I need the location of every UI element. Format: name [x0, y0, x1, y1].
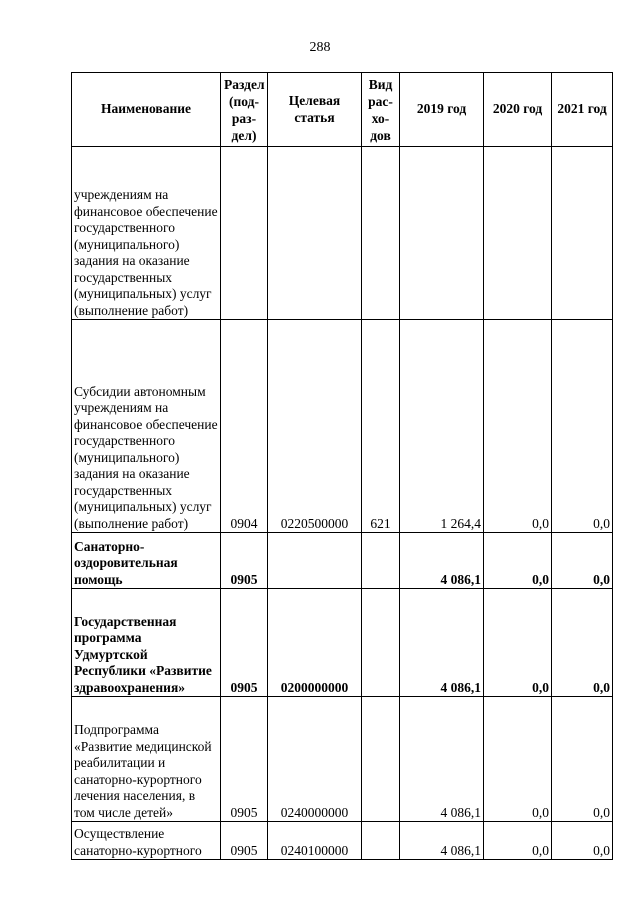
row-2021: 0,0: [552, 822, 613, 860]
row-section: 0905: [221, 697, 268, 822]
page-number: 288: [309, 40, 331, 55]
table-row: [72, 320, 613, 533]
budget-table: [71, 72, 613, 860]
row-target: 0200000000: [268, 589, 362, 697]
row-name: Государственная программа Удмуртской Республики «Развитие здравоохранения»: [72, 589, 221, 697]
header-2020: 2020 год: [484, 73, 552, 147]
header-2019: 2019 год: [400, 73, 484, 147]
table-row: [72, 697, 613, 822]
row-target: 0220500000: [268, 320, 362, 533]
row-section: 0905: [221, 822, 268, 860]
row-2020: 0,0: [484, 697, 552, 822]
row-section: 0905: [221, 589, 268, 697]
header-section: Раздел (под-раз-дел): [221, 73, 268, 147]
row-2020: 0,0: [484, 533, 552, 589]
row-name: учреждениям на финансовое обеспечение государственного (муниципального) задания на оказание государственных (муниципальных) услуг (выполнение работ): [72, 147, 221, 320]
row-2020: 0,0: [484, 320, 552, 533]
row-expense-type: [362, 822, 400, 860]
row-2020: [484, 147, 552, 320]
table-header-row: [72, 73, 613, 147]
row-2020: 0,0: [484, 589, 552, 697]
row-2019: 4 086,1: [400, 589, 484, 697]
table-row: [72, 589, 613, 697]
table-row: [72, 822, 613, 860]
row-target: [268, 533, 362, 589]
header-target: Целевая статья: [268, 73, 362, 147]
row-2021: 0,0: [552, 697, 613, 822]
row-2021: 0,0: [552, 320, 613, 533]
table-row: [72, 533, 613, 589]
row-expense-type: [362, 533, 400, 589]
row-expense-type: [362, 697, 400, 822]
row-expense-type: [362, 589, 400, 697]
table-row: [72, 147, 613, 320]
row-2021: 0,0: [552, 533, 613, 589]
row-name: Осуществление санаторно-курортного: [72, 822, 221, 860]
row-2019: 4 086,1: [400, 697, 484, 822]
row-2020: 0,0: [484, 822, 552, 860]
row-section: 0905: [221, 533, 268, 589]
row-expense-type: [362, 147, 400, 320]
row-target: 0240100000: [268, 822, 362, 860]
row-name: Санаторно-оздоровительная помощь: [72, 533, 221, 589]
header-2021: 2021 год: [552, 73, 613, 147]
header-expense-type: Вид рас-хо-дов: [362, 73, 400, 147]
row-name: Подпрограмма «Развитие медицинской реабилитации и санаторно-курортного лечения населения, в том числе детей»: [72, 697, 221, 822]
row-2019: 1 264,4: [400, 320, 484, 533]
row-target: 0240000000: [268, 697, 362, 822]
row-expense-type: 621: [362, 320, 400, 533]
row-target: [268, 147, 362, 320]
header-name: Наименование: [72, 73, 221, 147]
row-2021: 0,0: [552, 589, 613, 697]
row-section: [221, 147, 268, 320]
row-section: 0904: [221, 320, 268, 533]
row-name: Субсидии автономным учреждениям на финансовое обеспечение государственного (муниципального) задания на оказание государственных (муниципальных) услуг (выполнение работ): [72, 320, 221, 533]
row-2019: [400, 147, 484, 320]
row-2019: 4 086,1: [400, 822, 484, 860]
row-2021: [552, 147, 613, 320]
row-2019: 4 086,1: [400, 533, 484, 589]
